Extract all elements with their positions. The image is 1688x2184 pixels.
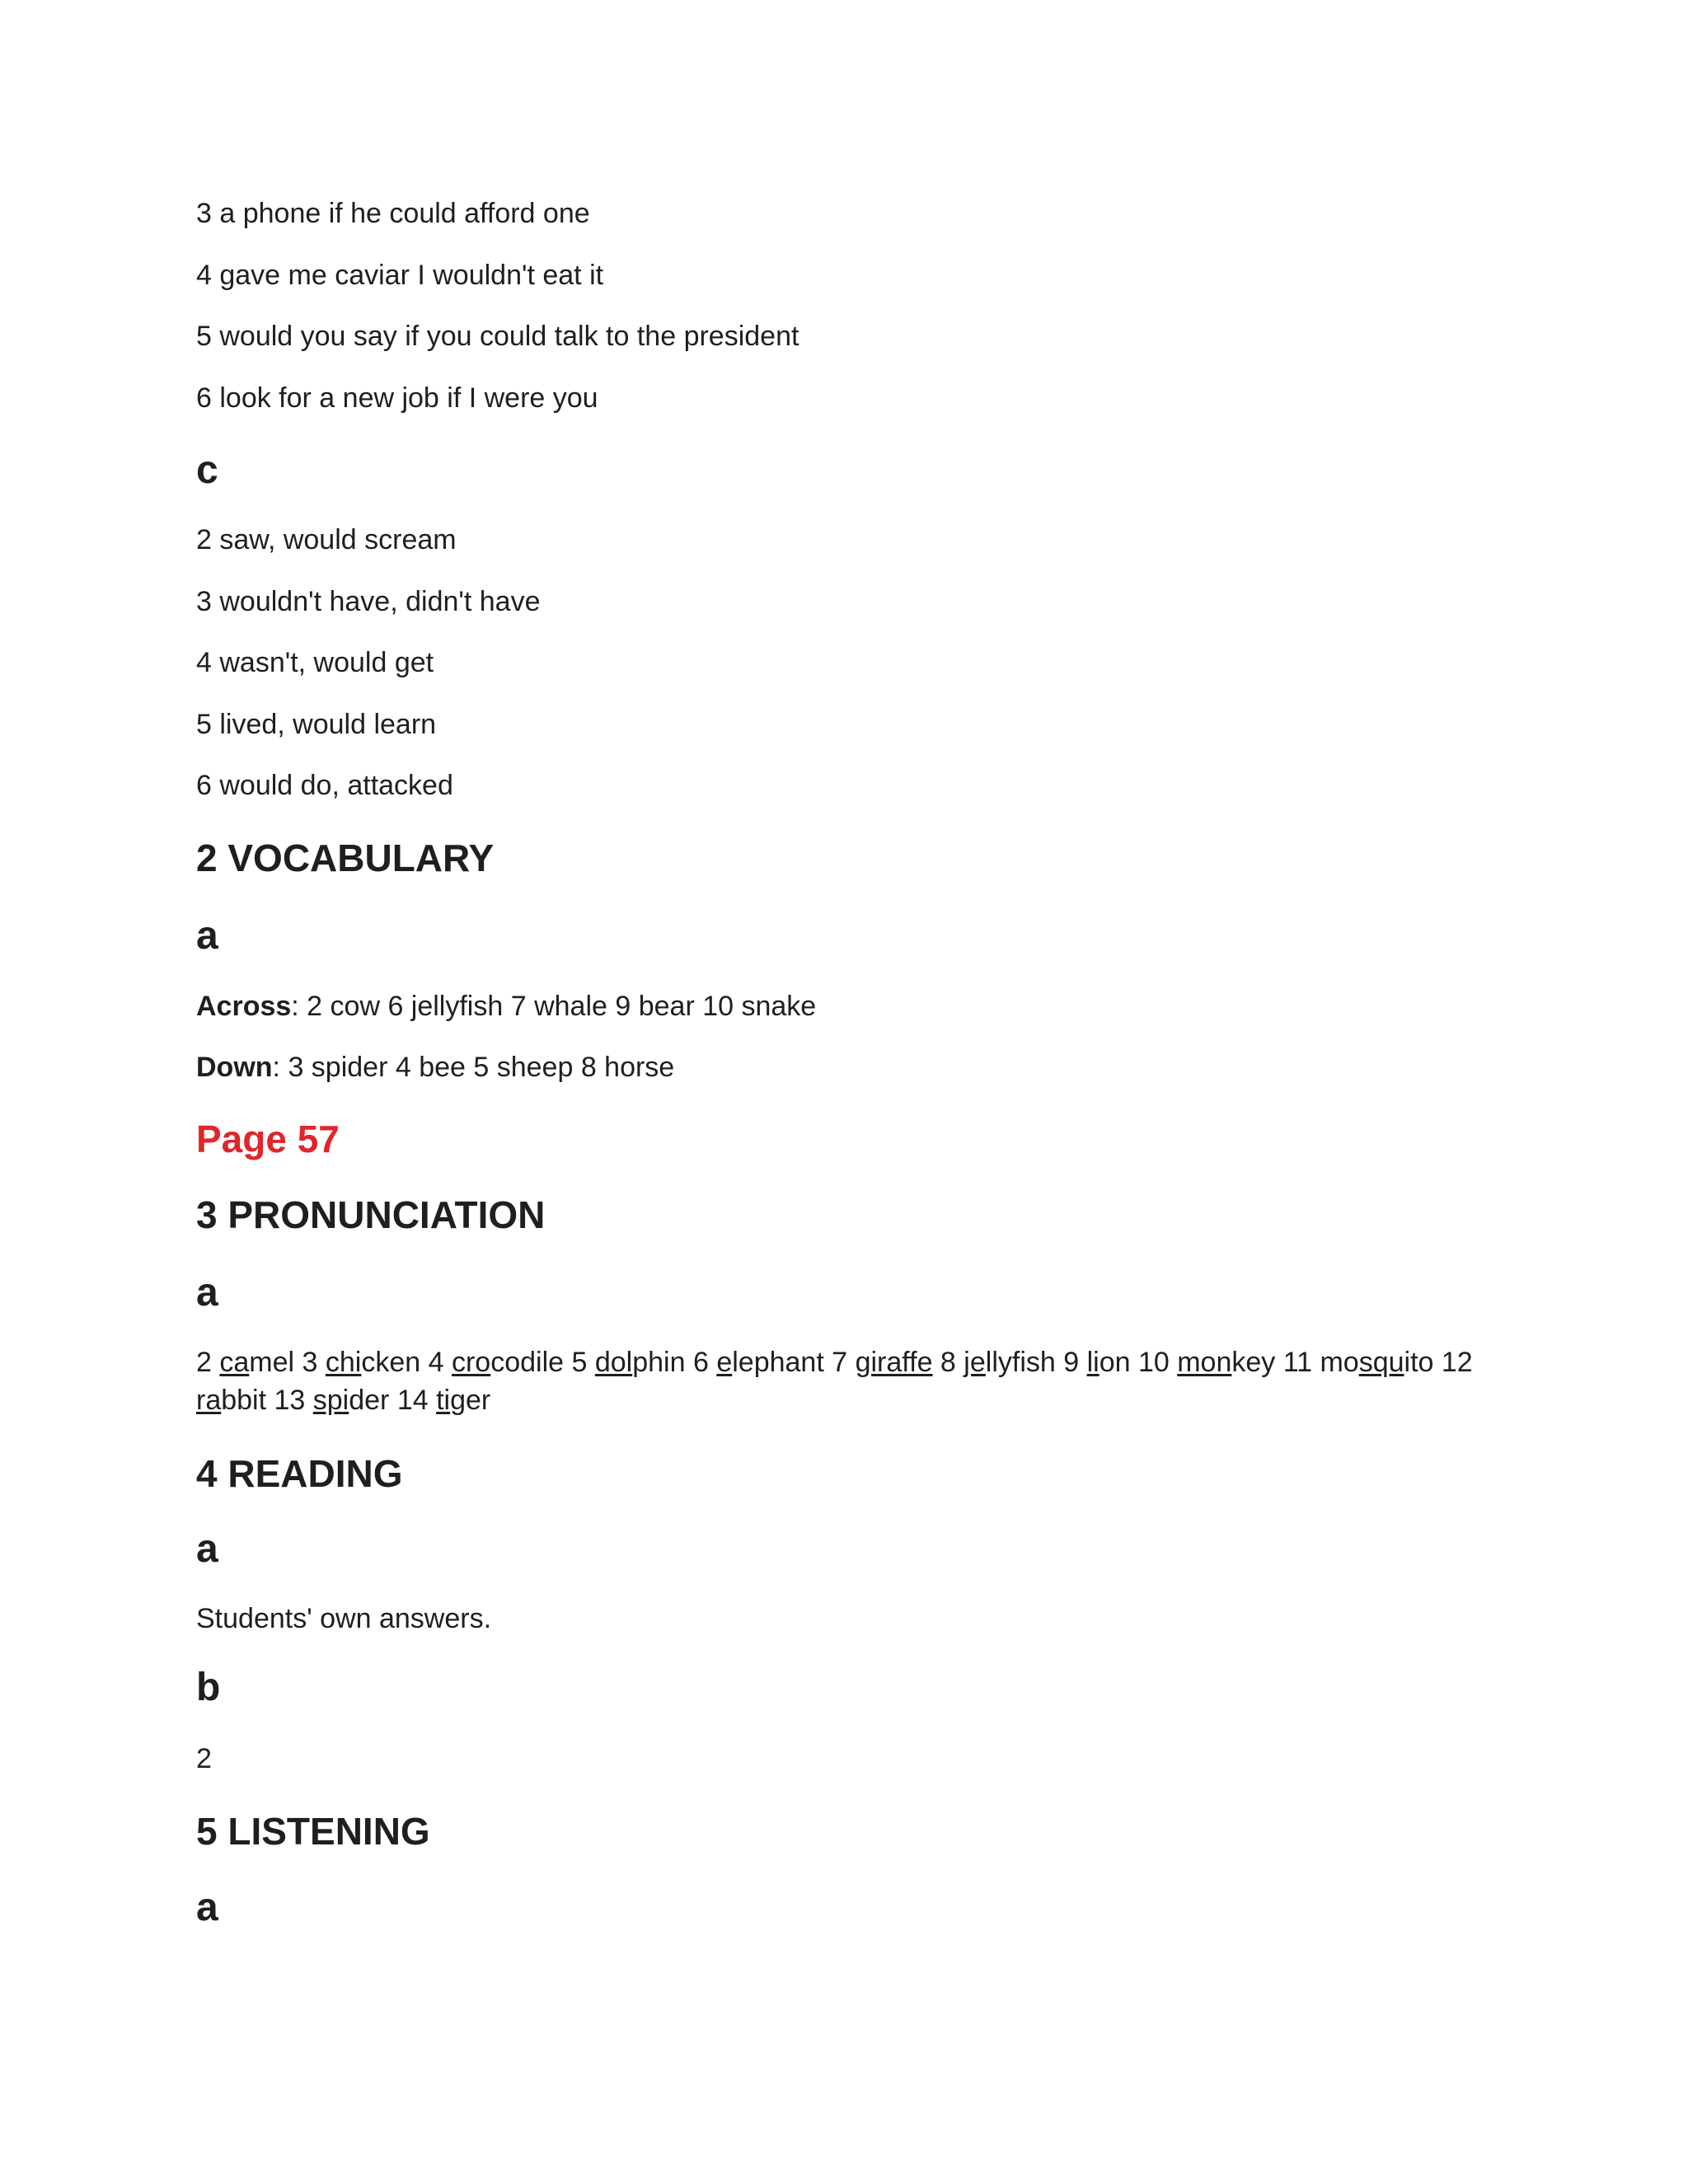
stressed-syllable: e bbox=[716, 1347, 733, 1378]
part-c-item: 5 lived, would learn bbox=[196, 709, 437, 740]
pronunciation-text: ger bbox=[450, 1385, 491, 1416]
pronunciation-answers bbox=[196, 1343, 1515, 1419]
pronunciation-text: der 14 bbox=[349, 1385, 437, 1416]
stressed-syllable: dol bbox=[594, 1347, 633, 1378]
stressed-syllable: cro bbox=[451, 1347, 491, 1378]
listening-heading: 5 LISTENING bbox=[196, 1810, 430, 1853]
stressed-syllable: spi bbox=[312, 1385, 349, 1416]
pronunciation-sub-a: a bbox=[196, 1271, 218, 1315]
pronunciation-text: lephant 7 bbox=[732, 1347, 856, 1378]
pronunciation-text: on 10 bbox=[1099, 1347, 1178, 1378]
stressed-syllable: ca bbox=[219, 1347, 250, 1378]
part-c-label: c bbox=[196, 448, 218, 492]
pronunciation-text: phin 6 bbox=[632, 1347, 717, 1378]
across-answers: : 2 cow 6 jellyfish 7 whale 9 bear 10 snake bbox=[291, 991, 817, 1022]
stressed-syllable: je bbox=[964, 1347, 986, 1378]
reading-sub-a: a bbox=[196, 1527, 218, 1571]
across-label: Across bbox=[196, 991, 292, 1022]
listening-sub-a: a bbox=[196, 1886, 218, 1929]
stressed-syllable: chi bbox=[325, 1347, 362, 1378]
down-label: Down bbox=[196, 1052, 273, 1083]
stressed-syllable: squ bbox=[1358, 1347, 1404, 1378]
reading-sub-b: b bbox=[196, 1666, 221, 1709]
pronunciation-text: llyfish 9 bbox=[985, 1347, 1087, 1378]
pronunciation-text: 8 bbox=[932, 1347, 964, 1378]
pronunciation-text: bbit 13 bbox=[221, 1385, 313, 1416]
vocabulary-down bbox=[196, 1048, 674, 1086]
part-c-item: 4 wasn't, would get bbox=[196, 647, 434, 678]
part-b-item: 3 a phone if he could afford one bbox=[196, 198, 590, 229]
part-c-item: 6 would do, attacked bbox=[196, 770, 453, 801]
reading-answer-b: 2 bbox=[196, 1743, 212, 1774]
pronunciation-text: 2 bbox=[196, 1347, 220, 1378]
stressed-syllable: mon bbox=[1177, 1347, 1232, 1378]
pronunciation-text: cken 4 bbox=[361, 1347, 452, 1378]
pronunciation-text: codile 5 bbox=[490, 1347, 595, 1378]
vocabulary-across bbox=[196, 987, 816, 1025]
page-marker: Page 57 bbox=[196, 1118, 340, 1160]
pronunciation-text: key 11 mo bbox=[1231, 1347, 1359, 1378]
pronunciation-text: ito 12 bbox=[1404, 1347, 1473, 1378]
stressed-syllable: li bbox=[1086, 1347, 1100, 1378]
reading-answer-a: Students' own answers. bbox=[196, 1603, 492, 1634]
pronunciation-text: mel 3 bbox=[249, 1347, 326, 1378]
stressed-syllable: giraffe bbox=[855, 1347, 933, 1378]
reading-heading: 4 READING bbox=[196, 1452, 403, 1495]
pronunciation-heading: 3 PRONUNCIATION bbox=[196, 1193, 546, 1236]
part-b-item: 6 look for a new job if I were you bbox=[196, 382, 598, 414]
part-c-item: 3 wouldn't have, didn't have bbox=[196, 586, 541, 617]
stressed-syllable: ti bbox=[436, 1385, 451, 1416]
vocabulary-heading: 2 VOCABULARY bbox=[196, 837, 495, 879]
answer-key-page bbox=[196, 0, 1515, 2184]
part-b-item: 4 gave me caviar I wouldn't eat it bbox=[196, 260, 604, 291]
part-b-item: 5 would you say if you could talk to the president bbox=[196, 321, 799, 352]
vocabulary-sub-a: a bbox=[196, 914, 218, 958]
down-answers: : 3 spider 4 bee 5 sheep 8 horse bbox=[272, 1052, 675, 1083]
stressed-syllable: ra bbox=[196, 1385, 222, 1416]
part-c-item: 2 saw, would scream bbox=[196, 524, 457, 555]
